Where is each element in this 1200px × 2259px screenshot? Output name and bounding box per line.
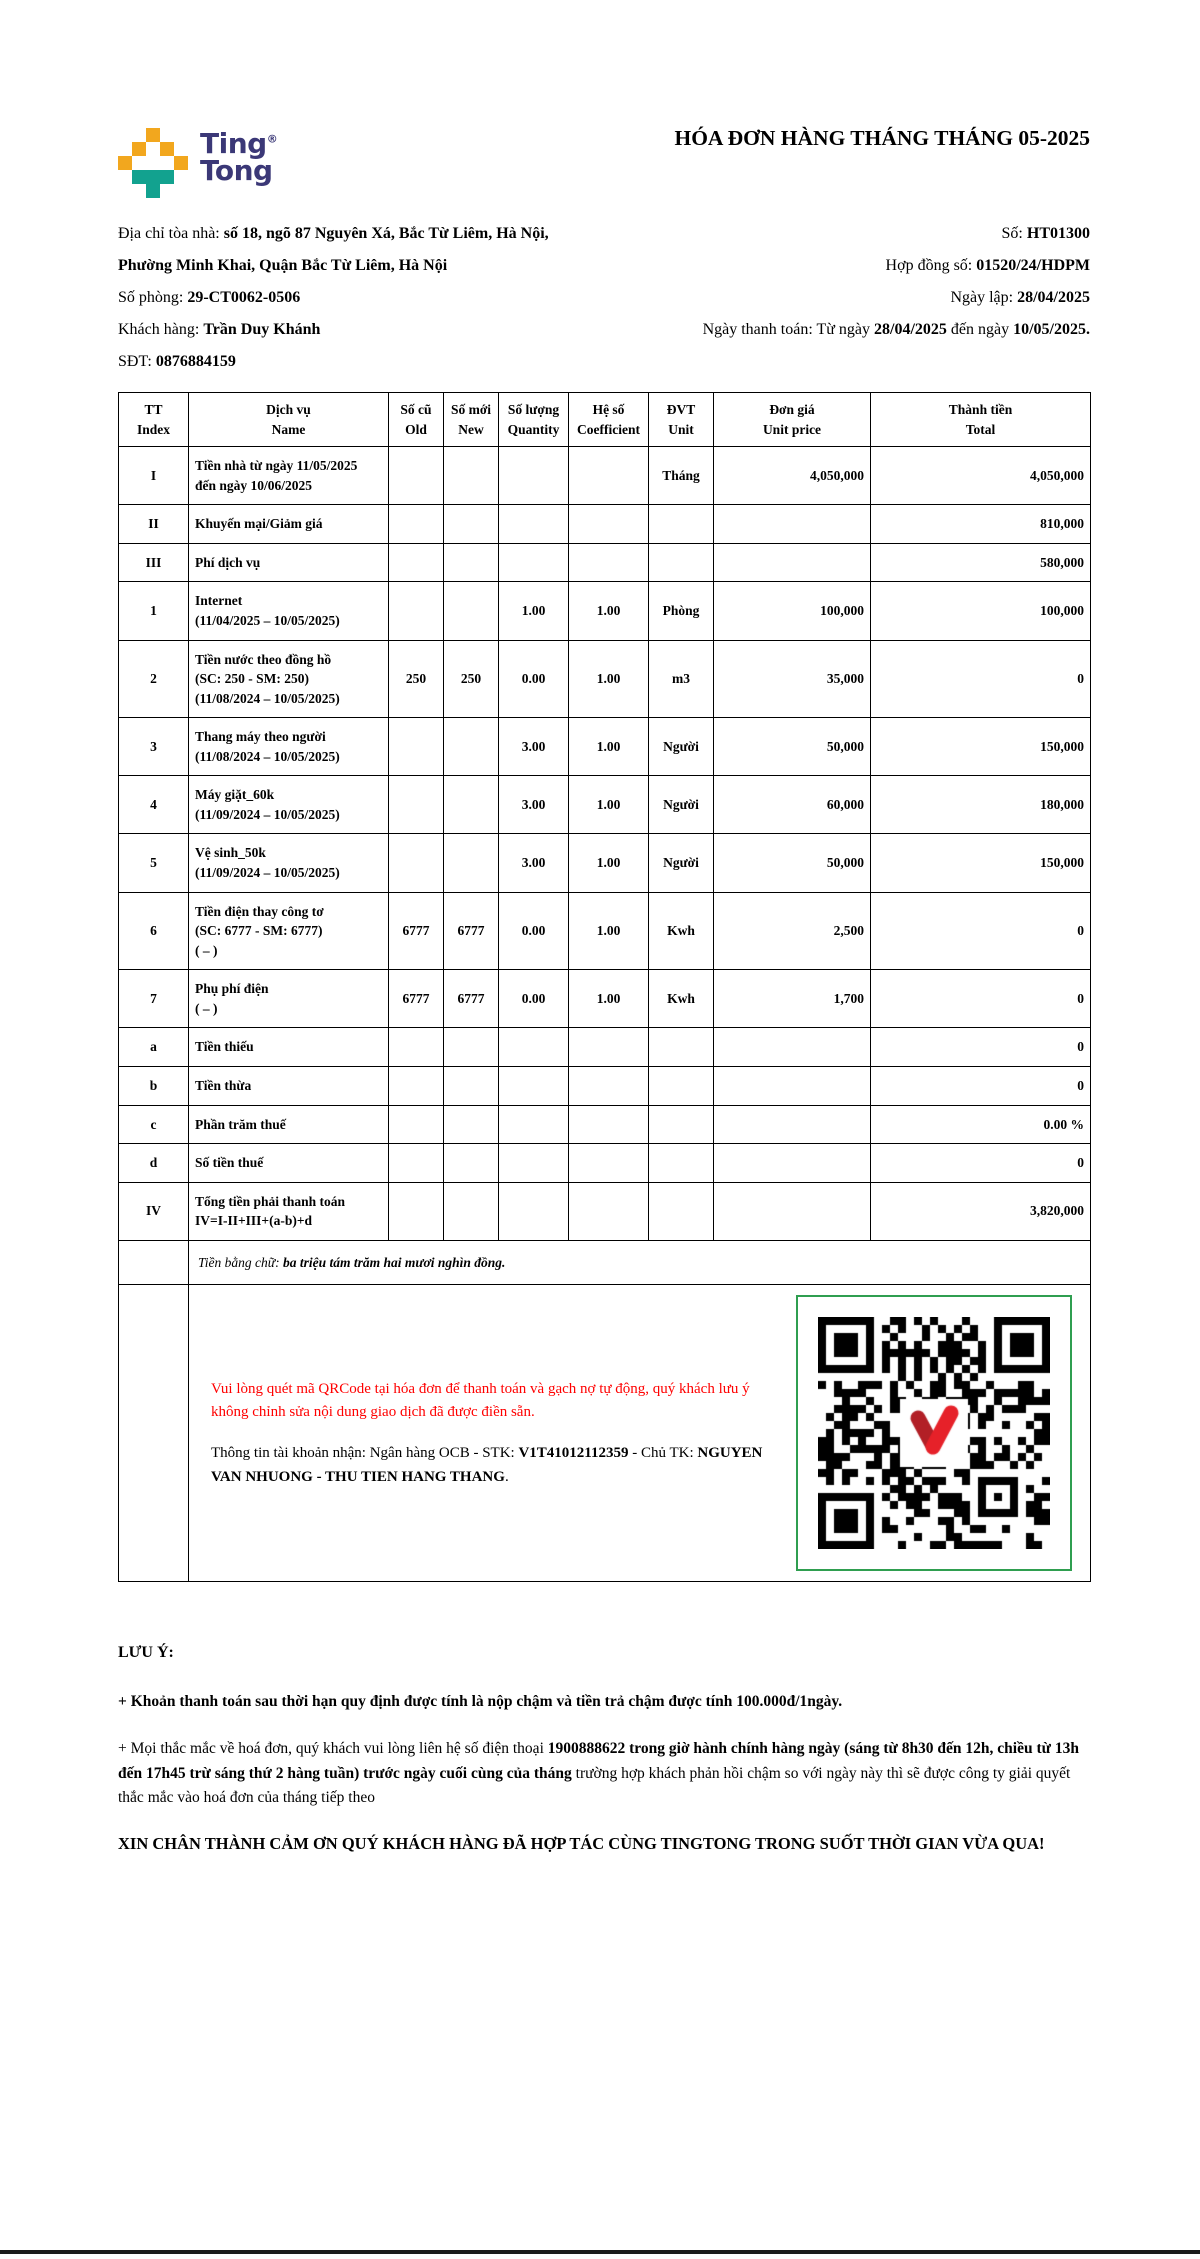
invoice-table [118, 392, 1091, 1582]
unit-price-cell: 100,000 [714, 582, 871, 640]
unit-price-cell [714, 1105, 871, 1144]
quantity-cell: 3.00 [499, 718, 569, 776]
unit-price-cell: 2,500 [714, 892, 871, 970]
service-name-cell: Khuyến mại/Giảm giá [189, 505, 389, 544]
table-row [119, 834, 1091, 892]
column-header: Dịch vụ Name [189, 393, 389, 447]
service-name-cell: Phí dịch vụ [189, 543, 389, 582]
qr-frame [796, 1295, 1072, 1571]
coefficient-cell [569, 505, 649, 544]
coefficient-cell [569, 1144, 649, 1183]
coefficient-cell [569, 1182, 649, 1240]
new-reading-cell [444, 1066, 499, 1105]
unit-price-cell: 1,700 [714, 970, 871, 1028]
service-name-cell: Số tiền thuế [189, 1144, 389, 1183]
amount-in-words-cell: Tiền bằng chữ: ba triệu tám trăm hai mươi nghìn đồng. [189, 1240, 1091, 1285]
unit-cell [649, 1028, 714, 1067]
coefficient-cell: 1.00 [569, 718, 649, 776]
unit-price-cell [714, 1182, 871, 1240]
unit-cell [649, 1182, 714, 1240]
old-reading-cell [389, 1105, 444, 1144]
old-reading-cell [389, 1028, 444, 1067]
index-cell: 4 [119, 776, 189, 834]
table-row [119, 1066, 1091, 1105]
tingtong-logo-text: Ting® Tong [200, 127, 278, 187]
total-cell: 0.00 % [871, 1105, 1091, 1144]
table-row [119, 776, 1091, 834]
contract-number: Hợp đồng số: 01520/24/HDPM [885, 257, 1090, 274]
old-reading-cell: 6777 [389, 970, 444, 1028]
total-cell: 0 [871, 1028, 1091, 1067]
total-cell: 0 [871, 970, 1091, 1028]
total-cell: 0 [871, 1066, 1091, 1105]
index-cell: I [119, 447, 189, 505]
old-reading-cell [389, 505, 444, 544]
column-header: Số lượng Quantity [499, 393, 569, 447]
building-address-line2: Phường Minh Khai, Quận Bắc Từ Liêm, Hà Nội [118, 257, 448, 274]
old-reading-cell [389, 834, 444, 892]
contact-note: + Mọi thắc mắc về hoá đơn, quý khách vui lòng liên hệ số điện thoại 1900888622 trong giờ hành chính hàng ngày (sáng từ 8h30 đến 12h, chiều từ 13h đến 17h45 trừ sáng thứ 2 hàng tuần) trước ngày cuối cùng của tháng trường hợp khách phản hồi chậm so với ngày này thì sẽ được công ty giải quyết thắc mắc vào hoá đơn của tháng tiếp theo [118, 1739, 1079, 1807]
issue-date: Ngày lập: 28/04/2025 [950, 289, 1090, 306]
new-reading-cell: 6777 [444, 970, 499, 1028]
page-header [118, 122, 1090, 198]
empty-index-cell [119, 1285, 189, 1582]
table-row [119, 1028, 1091, 1067]
service-name-cell: Tiền thiếu [189, 1028, 389, 1067]
new-reading-cell: 250 [444, 640, 499, 718]
index-cell: a [119, 1028, 189, 1067]
unit-cell: Người [649, 718, 714, 776]
unit-price-cell: 60,000 [714, 776, 871, 834]
index-cell: 1 [119, 582, 189, 640]
old-reading-cell: 250 [389, 640, 444, 718]
page-bottom-edge [0, 2250, 1200, 2254]
index-cell: IV [119, 1182, 189, 1240]
qr-payment-text [211, 1378, 786, 1489]
quantity-cell: 3.00 [499, 776, 569, 834]
unit-cell [649, 1144, 714, 1183]
coefficient-cell: 1.00 [569, 776, 649, 834]
account-info: Thông tin tài khoản nhận: Ngân hàng OCB - STK: V1T41012112359 - Chủ TK: NGUYEN VAN NHUONG - THU TIEN HANG THANG. [211, 1445, 763, 1485]
column-header: Số mới New [444, 393, 499, 447]
customer-phone: SĐT: 0876884159 [118, 353, 236, 370]
coefficient-cell: 1.00 [569, 970, 649, 1028]
amount-in-words-row [119, 1240, 1091, 1285]
service-name-cell: Tiền nhà từ ngày 11/05/2025 đến ngày 10/06/2025 [189, 447, 389, 505]
room-number: Số phòng: 29-CT0062-0506 [118, 289, 301, 306]
old-reading-cell [389, 543, 444, 582]
unit-price-cell [714, 1028, 871, 1067]
table-row [119, 543, 1091, 582]
old-reading-cell [389, 718, 444, 776]
total-cell: 0 [871, 640, 1091, 718]
new-reading-cell [444, 1105, 499, 1144]
notes-title: LƯU Ý: [118, 1644, 174, 1662]
table-row [119, 892, 1091, 970]
invoice-title: HÓA ĐƠN HÀNG THÁNG THÁNG 05-2025 [674, 126, 1090, 150]
new-reading-cell [444, 776, 499, 834]
coefficient-cell [569, 543, 649, 582]
quantity-cell [499, 543, 569, 582]
coefficient-cell [569, 1105, 649, 1144]
new-reading-cell [444, 1182, 499, 1240]
unit-cell: Người [649, 776, 714, 834]
info-right-column [610, 218, 1090, 378]
table-row [119, 447, 1091, 505]
total-cell: 4,050,000 [871, 447, 1091, 505]
quantity-cell [499, 1105, 569, 1144]
total-cell: 100,000 [871, 582, 1091, 640]
payment-qr-code [818, 1317, 1050, 1549]
column-header: TT Index [119, 393, 189, 447]
table-row [119, 640, 1091, 718]
table-row [119, 718, 1091, 776]
table-header-row [119, 393, 1091, 447]
late-payment-note: + Khoản thanh toán sau thời hạn quy định được tính là nộp chậm và tiền trả chậm được tính 100.000đ/1ngày. [118, 1692, 843, 1710]
unit-cell: Tháng [649, 447, 714, 505]
unit-cell: m3 [649, 640, 714, 718]
service-name-cell: Phụ phí điện ( – ) [189, 970, 389, 1028]
column-header: Đơn giá Unit price [714, 393, 871, 447]
coefficient-cell: 1.00 [569, 582, 649, 640]
service-name-cell: Tiền điện thay công tơ (SC: 6777 - SM: 6777) ( – ) [189, 892, 389, 970]
old-reading-cell [389, 1144, 444, 1183]
column-header: Thành tiền Total [871, 393, 1091, 447]
unit-cell: Phòng [649, 582, 714, 640]
building-address: Địa chỉ tòa nhà: số 18, ngõ 87 Nguyên Xá, Bắc Từ Liêm, Hà Nội, [118, 225, 549, 242]
new-reading-cell [444, 447, 499, 505]
coefficient-cell [569, 447, 649, 505]
coefficient-cell: 1.00 [569, 834, 649, 892]
new-reading-cell [444, 505, 499, 544]
service-name-cell: Tổng tiền phải thanh toán IV=I-II+III+(a-b)+d [189, 1182, 389, 1240]
quantity-cell [499, 1144, 569, 1183]
total-cell: 180,000 [871, 776, 1091, 834]
service-name-cell: Internet (11/04/2025 – 10/05/2025) [189, 582, 389, 640]
unit-price-cell [714, 543, 871, 582]
table-row [119, 970, 1091, 1028]
old-reading-cell [389, 776, 444, 834]
unit-cell: Người [649, 834, 714, 892]
total-cell: 150,000 [871, 834, 1091, 892]
table-row [119, 582, 1091, 640]
service-name-cell: Vệ sinh_50k (11/09/2024 – 10/05/2025) [189, 834, 389, 892]
service-name-cell: Tiền thừa [189, 1066, 389, 1105]
unit-cell [649, 505, 714, 544]
new-reading-cell [444, 718, 499, 776]
quantity-cell [499, 447, 569, 505]
tingtong-logo-icon [118, 128, 188, 198]
unit-cell [649, 1105, 714, 1144]
unit-cell [649, 543, 714, 582]
old-reading-cell: 6777 [389, 892, 444, 970]
unit-price-cell: 4,050,000 [714, 447, 871, 505]
empty-index-cell [119, 1240, 189, 1285]
total-cell: 3,820,000 [871, 1182, 1091, 1240]
column-header: ĐVT Unit [649, 393, 714, 447]
coefficient-cell [569, 1066, 649, 1105]
service-name-cell: Phần trăm thuế [189, 1105, 389, 1144]
quantity-cell: 0.00 [499, 640, 569, 718]
total-cell: 810,000 [871, 505, 1091, 544]
index-cell: 2 [119, 640, 189, 718]
new-reading-cell [444, 543, 499, 582]
index-cell: 3 [119, 718, 189, 776]
unit-price-cell [714, 505, 871, 544]
quantity-cell [499, 1066, 569, 1105]
index-cell: 7 [119, 970, 189, 1028]
quantity-cell: 3.00 [499, 834, 569, 892]
qr-scan-notice: Vui lòng quét mã QRCode tại hóa đơn để thanh toán và gạch nợ tự động, quý khách lưu ý không chỉnh sửa nội dung giao dịch đã được điền sẵn. [211, 1380, 750, 1421]
registered-mark: ® [266, 132, 278, 146]
total-cell: 580,000 [871, 543, 1091, 582]
new-reading-cell [444, 1144, 499, 1183]
total-cell: 0 [871, 1144, 1091, 1183]
old-reading-cell [389, 582, 444, 640]
column-header: Số cũ Old [389, 393, 444, 447]
new-reading-cell [444, 582, 499, 640]
index-cell: c [119, 1105, 189, 1144]
service-name-cell: Tiền nước theo đồng hồ (SC: 250 - SM: 250) (11/08/2024 – 10/05/2025) [189, 640, 389, 718]
total-cell: 0 [871, 892, 1091, 970]
new-reading-cell: 6777 [444, 892, 499, 970]
unit-price-cell [714, 1066, 871, 1105]
tingtong-logo [118, 122, 277, 198]
unit-cell [649, 1066, 714, 1105]
index-cell: b [119, 1066, 189, 1105]
quantity-cell [499, 505, 569, 544]
quantity-cell [499, 1028, 569, 1067]
column-header: Hệ số Coefficient [569, 393, 649, 447]
index-cell: III [119, 543, 189, 582]
index-cell: II [119, 505, 189, 544]
unit-price-cell: 50,000 [714, 834, 871, 892]
payment-period: Ngày thanh toán: Từ ngày 28/04/2025 đến ngày 10/05/2025. [702, 321, 1090, 338]
coefficient-cell: 1.00 [569, 640, 649, 718]
unit-price-cell [714, 1144, 871, 1183]
coefficient-cell: 1.00 [569, 892, 649, 970]
old-reading-cell [389, 1066, 444, 1105]
notes-section [118, 1640, 1090, 1856]
old-reading-cell [389, 447, 444, 505]
service-name-cell: Máy giặt_60k (11/09/2024 – 10/05/2025) [189, 776, 389, 834]
customer-name: Khách hàng: Trần Duy Khánh [118, 321, 321, 338]
unit-cell: Kwh [649, 970, 714, 1028]
invoice-info [118, 218, 1090, 378]
info-left-column [118, 218, 598, 378]
new-reading-cell [444, 834, 499, 892]
total-cell: 150,000 [871, 718, 1091, 776]
new-reading-cell [444, 1028, 499, 1067]
index-cell: d [119, 1144, 189, 1183]
quantity-cell: 0.00 [499, 970, 569, 1028]
quantity-cell [499, 1182, 569, 1240]
thanks-note: XIN CHÂN THÀNH CẢM ƠN QUÝ KHÁCH HÀNG ĐÃ HỢP TÁC CÙNG TINGTONG TRONG SUỐT THỜI GIAN VỪA QUA! [118, 1834, 1045, 1854]
unit-cell: Kwh [649, 892, 714, 970]
quantity-cell: 1.00 [499, 582, 569, 640]
service-name-cell: Thang máy theo người (11/08/2024 – 10/05/2025) [189, 718, 389, 776]
index-cell: 5 [119, 834, 189, 892]
unit-price-cell: 35,000 [714, 640, 871, 718]
table-row [119, 1105, 1091, 1144]
invoice-number: Số: HT01300 [1001, 225, 1090, 242]
index-cell: 6 [119, 892, 189, 970]
qr-payment-cell [189, 1285, 1091, 1582]
quantity-cell: 0.00 [499, 892, 569, 970]
qr-row [119, 1285, 1091, 1582]
coefficient-cell [569, 1028, 649, 1067]
table-row [119, 1182, 1091, 1240]
table-row [119, 505, 1091, 544]
table-row [119, 1144, 1091, 1183]
unit-price-cell: 50,000 [714, 718, 871, 776]
old-reading-cell [389, 1182, 444, 1240]
